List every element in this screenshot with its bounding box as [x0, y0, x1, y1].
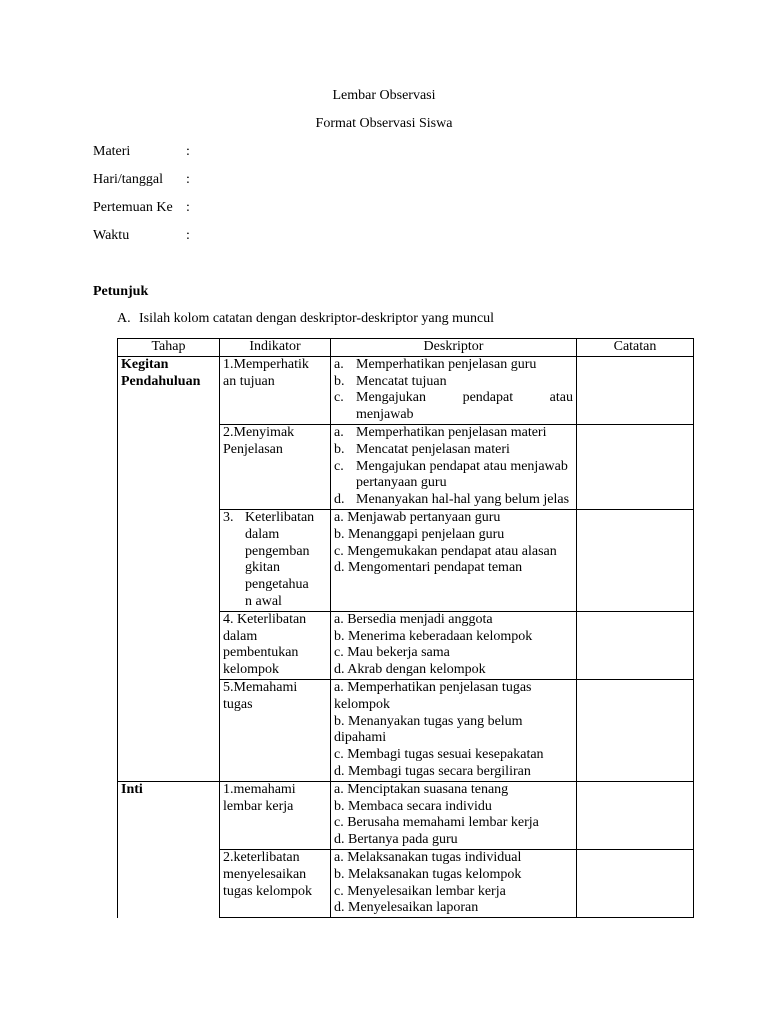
- indikator-text: [245, 510, 327, 611]
- table-row: [118, 356, 694, 424]
- observation-table: [117, 338, 694, 918]
- list-text: Mencatat tujuan: [356, 373, 447, 389]
- deskriptor-line: b. Menanggapi penjelaan guru: [334, 526, 505, 542]
- deskriptor-line: c. Berusaha memahami lembar kerja: [334, 815, 539, 831]
- indikator-item: [223, 510, 327, 611]
- list-text: Memperhatikan penjelasan guru: [356, 356, 537, 372]
- list-item: [334, 357, 573, 374]
- catatan-cell[interactable]: [577, 509, 694, 611]
- indikator-cell: [220, 509, 331, 611]
- field-colon: :: [186, 172, 190, 187]
- field-hari-tanggal: [93, 172, 190, 188]
- indikator-line: kelompok: [223, 662, 279, 678]
- tahap-label: Inti: [121, 781, 143, 797]
- indikator-line: 2.Menyimak: [223, 424, 295, 440]
- field-materi: [93, 144, 190, 160]
- indikator-line: dalam: [223, 628, 258, 644]
- indikator-cell: [220, 611, 331, 679]
- tahap-label: Kegitan Pendahuluan: [121, 356, 201, 389]
- deskriptor-line: b. Menerima keberadaan kelompok: [334, 628, 533, 644]
- indikator-line: pengetahua: [245, 577, 309, 593]
- list-text: Memperhatikan penjelasan materi: [356, 424, 547, 440]
- indikator-line: tugas kelompok: [223, 883, 313, 899]
- indikator-cell: [220, 781, 331, 849]
- list-text: [356, 390, 573, 424]
- deskriptor-line: d. Akrab dengan kelompok: [334, 662, 486, 678]
- indikator-line: an tujuan: [223, 373, 275, 389]
- deskriptor-line: a. Menjawab pertanyaan guru: [334, 509, 501, 525]
- table-header-row: [118, 339, 694, 357]
- deskriptor-line: c. Membagi tugas sesuai kesepakatan: [334, 747, 544, 763]
- list-item: [334, 492, 573, 509]
- indikator-line: 5.Memahami: [223, 679, 298, 695]
- list-marker: b.: [334, 373, 345, 389]
- field-label: Materi: [93, 144, 131, 159]
- deskriptor-line: a. Menciptakan suasana tenang: [334, 781, 509, 797]
- list-marker: c.: [334, 458, 344, 474]
- deskriptor-line: b. Melaksanakan tugas kelompok: [334, 866, 522, 882]
- field-pertemuan: [93, 200, 190, 216]
- instruction-text: Isilah kolom catatan dengan deskriptor-deskriptor yang muncul: [139, 311, 495, 326]
- indikator-marker: 3.: [223, 509, 234, 525]
- indikator-cell: [220, 849, 331, 917]
- tahap-cell: [118, 356, 220, 781]
- deskriptor-line: d. Mengomentari pendapat teman: [334, 560, 523, 576]
- list-item: [334, 390, 573, 424]
- indikator-line: menyelesaikan: [223, 866, 307, 882]
- header-tahap: Tahap: [118, 339, 220, 357]
- field-waktu: [93, 228, 190, 244]
- field-colon: :: [186, 144, 190, 159]
- deskriptor-line: b. Menanyakan tugas yang belum dipahami: [334, 713, 523, 746]
- indikator-line: 4. Keterlibatan: [223, 611, 307, 627]
- field-colon: :: [186, 228, 190, 243]
- indikator-cell: [220, 424, 331, 509]
- deskriptor-line: a. Melaksanakan tugas individual: [334, 849, 522, 865]
- indikator-line: n awal: [245, 593, 282, 609]
- deskriptor-line: c. Menyelesaikan lembar kerja: [334, 883, 506, 899]
- deskriptor-line: d. Membagi tugas secara bergiliran: [334, 763, 531, 779]
- deskriptor-line: a. Memperhatikan penjelasan tugas kelompok: [334, 679, 532, 712]
- indikator-line: 1.memahami: [223, 781, 296, 797]
- indikator-line: dalam: [245, 526, 280, 542]
- deskriptor-cell: [331, 356, 577, 424]
- list-text-line: Mengajukan pendapat atau: [356, 390, 573, 406]
- indikator-line: gkitan: [245, 560, 280, 576]
- field-label: Pertemuan Ke: [93, 200, 173, 215]
- table-row: [118, 781, 694, 849]
- deskriptor-cell: [331, 424, 577, 509]
- indikator-line: lembar kerja: [223, 798, 294, 814]
- deskriptor-cell: [331, 509, 577, 611]
- header-catatan: Catatan: [577, 339, 694, 357]
- indikator-line: 1.Memperhatik: [223, 356, 309, 372]
- catatan-cell[interactable]: [577, 356, 694, 424]
- deskriptor-line: c. Mengemukakan pendapat atau alasan: [334, 543, 557, 559]
- field-label: Waktu: [93, 228, 130, 243]
- header-deskriptor: Deskriptor: [331, 339, 577, 357]
- list-item: [334, 425, 573, 442]
- field-label: Hari/tanggal: [93, 172, 163, 187]
- list-marker: d.: [334, 492, 345, 508]
- deskriptor-cell: [331, 849, 577, 917]
- indikator-cell: [220, 679, 331, 781]
- indikator-line: Keterlibatan: [245, 509, 315, 525]
- deskriptor-line: a. Bersedia menjadi anggota: [334, 611, 493, 627]
- document-subtitle: Format Observasi Siswa: [315, 116, 453, 131]
- list-text: Mengajukan pendapat atau menjawab pertanyaan guru: [356, 458, 568, 491]
- list-text: Menanyakan hal-hal yang belum jelas: [356, 492, 570, 508]
- indikator-line: tugas: [223, 696, 253, 712]
- list-item: [334, 442, 573, 459]
- list-marker: a.: [334, 356, 344, 372]
- list-marker: b.: [334, 441, 345, 457]
- indikator-cell: [220, 356, 331, 424]
- indikator-line: 2.keterlibatan: [223, 849, 300, 865]
- deskriptor-line: b. Membaca secara individu: [334, 798, 492, 814]
- list-item: [334, 459, 573, 493]
- catatan-cell[interactable]: [577, 849, 694, 917]
- header-indikator: Indikator: [220, 339, 331, 357]
- deskriptor-cell: [331, 611, 577, 679]
- instruction-marker: A.: [117, 311, 131, 326]
- indikator-line: pengemban: [245, 543, 310, 559]
- catatan-cell[interactable]: [577, 424, 694, 509]
- petunjuk-heading: Petunjuk: [93, 284, 149, 299]
- catatan-cell[interactable]: [577, 781, 694, 849]
- catatan-cell[interactable]: [577, 611, 694, 679]
- list-text: Mencatat penjelasan materi: [356, 441, 510, 457]
- deskriptor-cell: [331, 781, 577, 849]
- tahap-cell: [118, 781, 220, 917]
- deskriptor-line: d. Menyelesaikan laporan: [334, 900, 479, 916]
- list-item: [334, 374, 573, 391]
- list-marker: a.: [334, 424, 344, 440]
- list-text-line: menjawab: [356, 407, 414, 423]
- deskriptor-cell: [331, 679, 577, 781]
- indikator-line: pembentukan: [223, 645, 299, 661]
- indikator-line: Penjelasan: [223, 441, 283, 457]
- instruction-item: [117, 311, 494, 327]
- document-title: Lembar Observasi: [332, 88, 436, 103]
- field-colon: :: [186, 200, 190, 215]
- catatan-cell[interactable]: [577, 679, 694, 781]
- list-marker: c.: [334, 390, 344, 406]
- deskriptor-line: c. Mau bekerja sama: [334, 645, 450, 661]
- deskriptor-line: d. Bertanya pada guru: [334, 832, 458, 848]
